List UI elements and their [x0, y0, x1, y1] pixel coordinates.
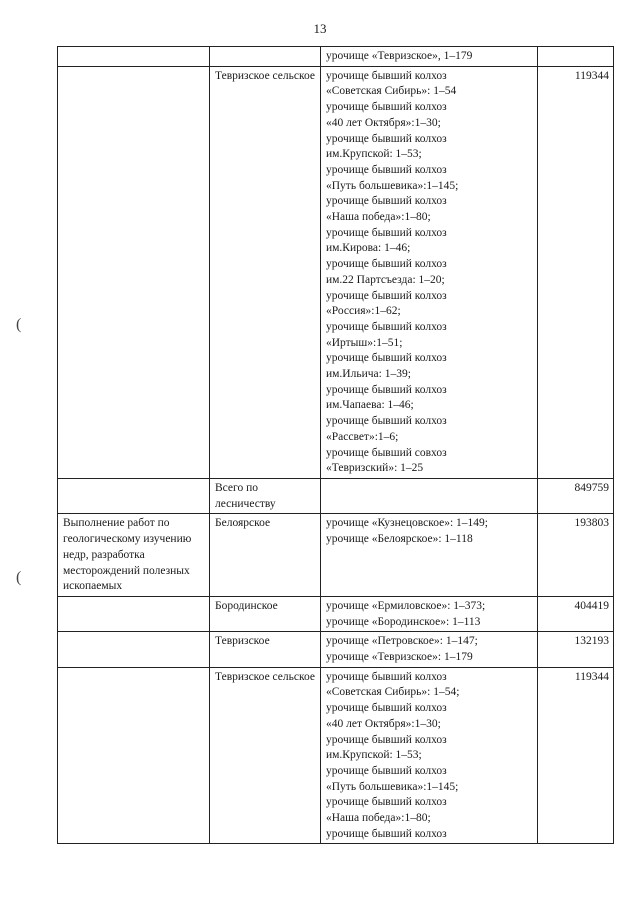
- location-line: урочище бывший колхоз: [326, 258, 447, 271]
- table-row: [58, 514, 614, 597]
- table-row: [58, 47, 614, 67]
- location-line: им.Крупской: 1–53;: [326, 148, 422, 161]
- table-row: [58, 596, 614, 631]
- locations-cell: [321, 514, 538, 597]
- location-line: урочище бывший колхоз: [326, 195, 447, 208]
- location-line: урочище бывший колхоз: [326, 764, 447, 777]
- location-line: урочище бывший колхоз: [326, 733, 447, 746]
- locations-cell: [321, 596, 538, 631]
- area-cell: 119344: [538, 66, 614, 478]
- location-line: «Советская Сибирь»: 1–54;: [326, 686, 460, 699]
- location-line: «Путь большевика»:1–145;: [326, 780, 459, 793]
- area-cell: 119344: [538, 667, 614, 844]
- location-line: урочище бывший колхоз: [326, 320, 447, 333]
- location-line: урочище бывший колхоз: [326, 289, 447, 302]
- area-cell: [538, 47, 614, 67]
- locations-cell: [321, 47, 538, 67]
- location-line: урочище «Кузнецовское»: 1–149;: [326, 517, 488, 530]
- location-line: «Россия»:1–62;: [326, 305, 401, 318]
- location-line: урочище «Тевризское»: 1–179: [326, 651, 473, 664]
- location-line: урочище бывший колхоз: [326, 132, 447, 145]
- location-line: урочище бывший колхоз: [326, 796, 447, 809]
- margin-mark: (: [16, 569, 22, 586]
- location-line: «Путь большевика»:1–145;: [326, 179, 459, 192]
- location-line: урочище бывший колхоз: [326, 226, 447, 239]
- margin-mark: (: [16, 316, 22, 333]
- location-line: урочище «Белоярское»: 1–118: [326, 533, 473, 546]
- forestry-cell: Всего по лесничеству: [210, 478, 321, 513]
- location-line: урочище бывший совхоз: [326, 446, 447, 459]
- table-row: [58, 66, 614, 478]
- forestry-cell: Бородинское: [210, 596, 321, 631]
- location-line: им.Ильича: 1–39;: [326, 368, 411, 381]
- forest-use-table: [57, 46, 614, 844]
- location-line: урочище бывший колхоз: [326, 415, 447, 428]
- location-line: им.Кирова: 1–46;: [326, 242, 411, 255]
- location-line: «Советская Сибирь»: 1–54: [326, 85, 457, 98]
- area-cell: 132193: [538, 632, 614, 667]
- location-line: урочище бывший колхоз: [326, 69, 447, 82]
- location-line: урочище бывший колхоз: [326, 101, 447, 114]
- forestry-cell: [210, 47, 321, 67]
- location-line: «Наша победа»:1–80;: [326, 812, 431, 825]
- location-line: урочище бывший колхоз: [326, 383, 447, 396]
- activity-cell: [58, 478, 210, 513]
- area-cell: 404419: [538, 596, 614, 631]
- location-line: урочище бывший колхоз: [326, 702, 447, 715]
- location-line: урочище «Тевризское», 1–179: [326, 50, 473, 62]
- table-row: [58, 667, 614, 844]
- activity-cell: [58, 632, 210, 667]
- location-line: им.Крупской: 1–53;: [326, 749, 422, 762]
- location-line: урочище бывший колхоз: [326, 827, 447, 840]
- location-line: «Рассвет»:1–6;: [326, 430, 399, 443]
- forestry-cell: Тевризское сельское: [210, 667, 321, 844]
- locations-cell: [321, 66, 538, 478]
- activity-cell: [58, 667, 210, 844]
- locations-cell: [321, 632, 538, 667]
- area-cell: 193803: [538, 514, 614, 597]
- forestry-cell: Тевризское: [210, 632, 321, 667]
- area-cell: 849759: [538, 478, 614, 513]
- location-line: урочище бывший колхоз: [326, 670, 447, 683]
- activity-cell: Выполнение работ по геологическому изучению недр, разработка месторождений полезных ископаемых: [58, 514, 210, 597]
- location-line: урочище «Петровское»: 1–147;: [326, 635, 478, 648]
- location-line: урочище бывший колхоз: [326, 352, 447, 365]
- table-row: [58, 478, 614, 513]
- location-line: «Тевризский»: 1–25: [326, 462, 424, 475]
- locations-cell: [321, 478, 538, 513]
- location-line: «40 лет Октября»:1–30;: [326, 116, 441, 129]
- table-row: [58, 632, 614, 667]
- activity-cell: [58, 66, 210, 478]
- forestry-cell: Белоярское: [210, 514, 321, 597]
- location-line: урочище бывший колхоз: [326, 163, 447, 176]
- location-line: «Наша победа»:1–80;: [326, 211, 431, 224]
- location-line: «Иртыш»:1–51;: [326, 336, 403, 349]
- location-line: «40 лет Октября»:1–30;: [326, 717, 441, 730]
- location-line: им.Чапаева: 1–46;: [326, 399, 414, 412]
- activity-cell: [58, 596, 210, 631]
- location-line: урочище «Ермиловское»: 1–373;: [326, 599, 486, 612]
- location-line: урочище «Бородинское»: 1–113: [326, 615, 481, 628]
- locations-cell: [321, 667, 538, 844]
- location-line: им.22 Партсъезда: 1–20;: [326, 273, 445, 286]
- activity-cell: [58, 47, 210, 67]
- forestry-cell: Тевризское сельское: [210, 66, 321, 478]
- page-number: 13: [313, 21, 327, 36]
